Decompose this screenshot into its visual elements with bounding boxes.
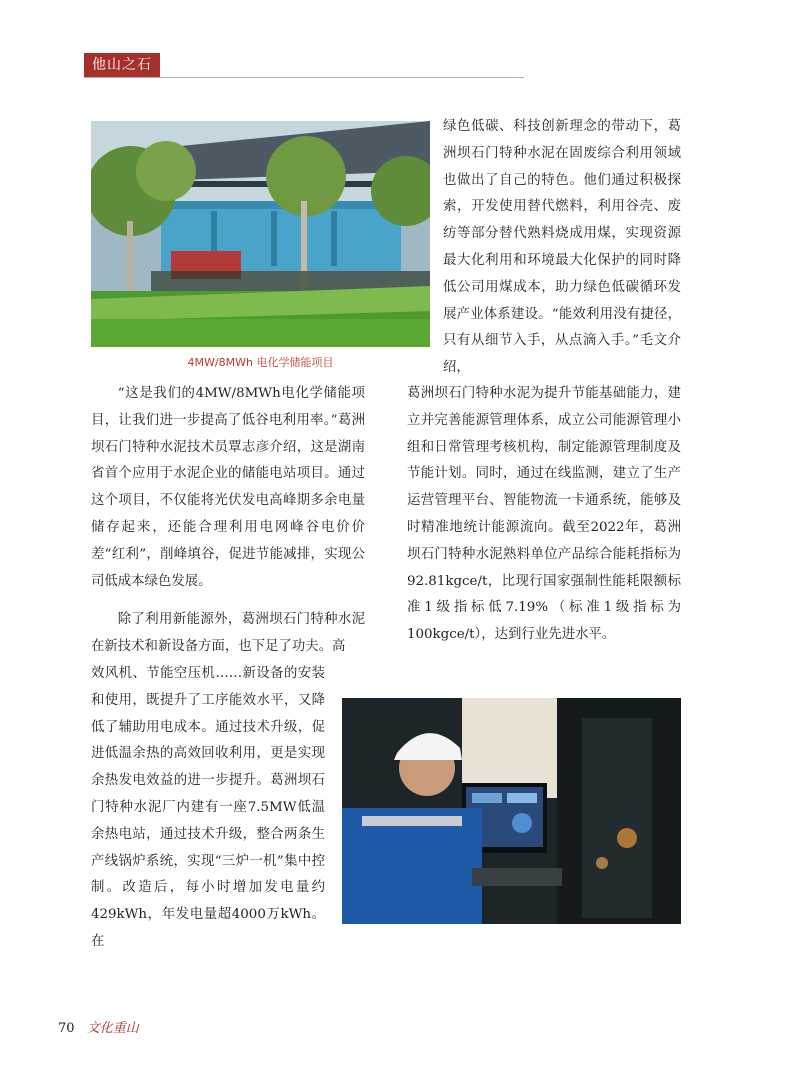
left-column-bottom <box>91 661 325 956</box>
section-tag: 他山之石 <box>84 53 160 77</box>
right-top-text: 绿色低碳、科技创新理念的带动下，葛洲坝石门特种水泥在固废综合利用领域也做出了自己的特色。他们通过积极探索，开发使用替代燃料，利用谷壳、废纺等部分替代熟料烧成用煤，实现资源最大化利用和环境最大化保护的同时降低公司用煤成本，助力绿色低碳循环发展产业体系建设。“能效利用没有捷径，只有从细节入手，从点滴入手。”毛文介绍， <box>443 119 681 376</box>
control-room-photo <box>342 698 681 924</box>
photo1-caption: 4MW/8MWh 电化学储能项目 <box>187 356 334 369</box>
right-column-mid <box>407 381 681 649</box>
energy-storage-photo <box>91 121 430 347</box>
page-footer <box>58 1017 139 1036</box>
right-column-top <box>443 114 681 382</box>
header-rule <box>84 77 524 78</box>
left-column-mid <box>91 607 365 661</box>
left-column-top <box>91 381 365 595</box>
page-number: 70 <box>58 1021 75 1036</box>
left-paragraph-2b: 效风机、节能空压机……新设备的安装和使用，既提升了工序能效水平，又降低了辅助用电成本。通过技术升级，促进低温余热的高效回收利用，更是实现余热发电效益的进一步提升。葛洲坝石门特种水泥厂内建有一座7.5MW低温余热电站，通过技术升级，整合两条生产线锅炉系统，实现“三炉一机”集中控制。改造后，每小时增加发电量约429kWh，年发电量超4000万kWh。在 <box>91 666 325 949</box>
magazine-name: 文化重山 <box>86 1021 139 1036</box>
right-mid-text: 葛洲坝石门特种水泥为提升节能基础能力，建立并完善能源管理体系，成立公司能源管理小组和日常管理考核机构，制定能源管理制度及节能计划。同时，通过在线监测，建立了生产运营管理平台、智能物流一卡通系统，能够及时精准地统计能源流向。截至2022年，葛洲坝石门特种水泥熟料单位产品综合能耗指标为92.81kgce/t，比现行国家强制性能耗限额标准1级指标低7.19%（标准1级指标为100kgce/t），达到行业先进水平。 <box>407 386 681 643</box>
left-paragraph-2a: 除了利用新能源外，葛洲坝石门特种水泥在新技术和新设备方面，也下足了功夫。高 <box>91 612 365 654</box>
left-paragraph-1: “这是我们的4MW/8MWh电化学储能项目，让我们进一步提高了低谷电利用率。”葛洲坝石门特种水泥技术员覃志彦介绍，这是湖南省首个应用于水泥企业的储能电站项目。通过这个项目，不仅能将光伏发电高峰期多余电量储存起来，还能合理利用电网峰谷电价价差“红利”，削峰填谷，促进节能减排，实现公司低成本绿色发展。 <box>91 386 365 589</box>
